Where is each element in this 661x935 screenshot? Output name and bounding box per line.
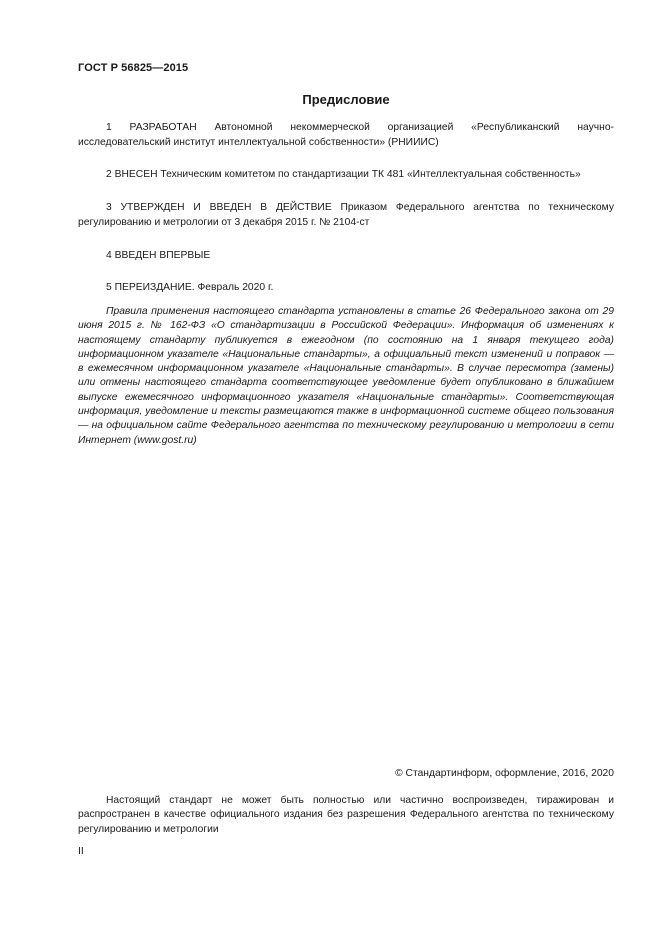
application-rules-notice: Правила применения настоящего стандарта установлены в статье 26 Федерального закона от 29 июня 2015 г. № 162-ФЗ «О стандартизации в Российской Федерации». Информация об изменениях к настоящему стандарту публикуется в ежегодном (по состоянию на 1 января текущего года) информационном указателе «Национальные стандарты», а официальный текст изменений и поправок — в ежемесячном информационном указателе «Национальные стандарты». В случае пересмотра (замены) или отмены настоящего стандарта соответствующее уведомление будет опубликовано в ближайшем выпуске ежемесячного информационного указателя «Национальные стандарты». Соответствующая информация, уведомление и тексты размещаются также в информационной системе общего пользования — на официальном сайте Федерального агентства по техническому регулированию и метрологии в сети Интернет (www.gost.ru) — [78, 306, 614, 446]
foreword-item-developed: 1 РАЗРАБОТАН Автономной некоммерческой организацией «Республиканский научно-исследовательский институт интеллектуальной собственности» (РНИИИС) — [78, 122, 614, 148]
foreword-item-reissue: 5 ПЕРЕИЗДАНИЕ. Февраль 2020 г. — [106, 282, 274, 294]
foreword-item-introduced: 2 ВНЕСЕН Техническим комитетом по стандартизации ТК 481 «Интеллектуальная собственность» — [106, 169, 581, 181]
copyright-line: © Стандартинформ, оформление, 2016, 2020 — [395, 768, 614, 779]
foreword-item-approved: 3 УТВЕРЖДЕН И ВВЕДЕН В ДЕЙСТВИЕ Приказом Федерального агентства по техническому регулированию и метрологии от 3 декабря 2015 г. № 2104-ст — [78, 202, 614, 228]
section-title: Предисловие — [302, 92, 390, 107]
standard-code: ГОСТ Р 56825—2015 — [78, 62, 189, 74]
foreword-items — [78, 121, 614, 314]
reproduction-notice: Настоящий стандарт не может быть полностью или частично воспроизведен, тиражирован и распространен в качестве официального издания без разрешения Федерального агентства по техническому регулированию и метрологии — [78, 795, 614, 835]
page-number: II — [78, 845, 84, 857]
foreword-item-first-introduced: 4 ВВЕДЕН ВПЕРВЫЕ — [106, 249, 211, 261]
